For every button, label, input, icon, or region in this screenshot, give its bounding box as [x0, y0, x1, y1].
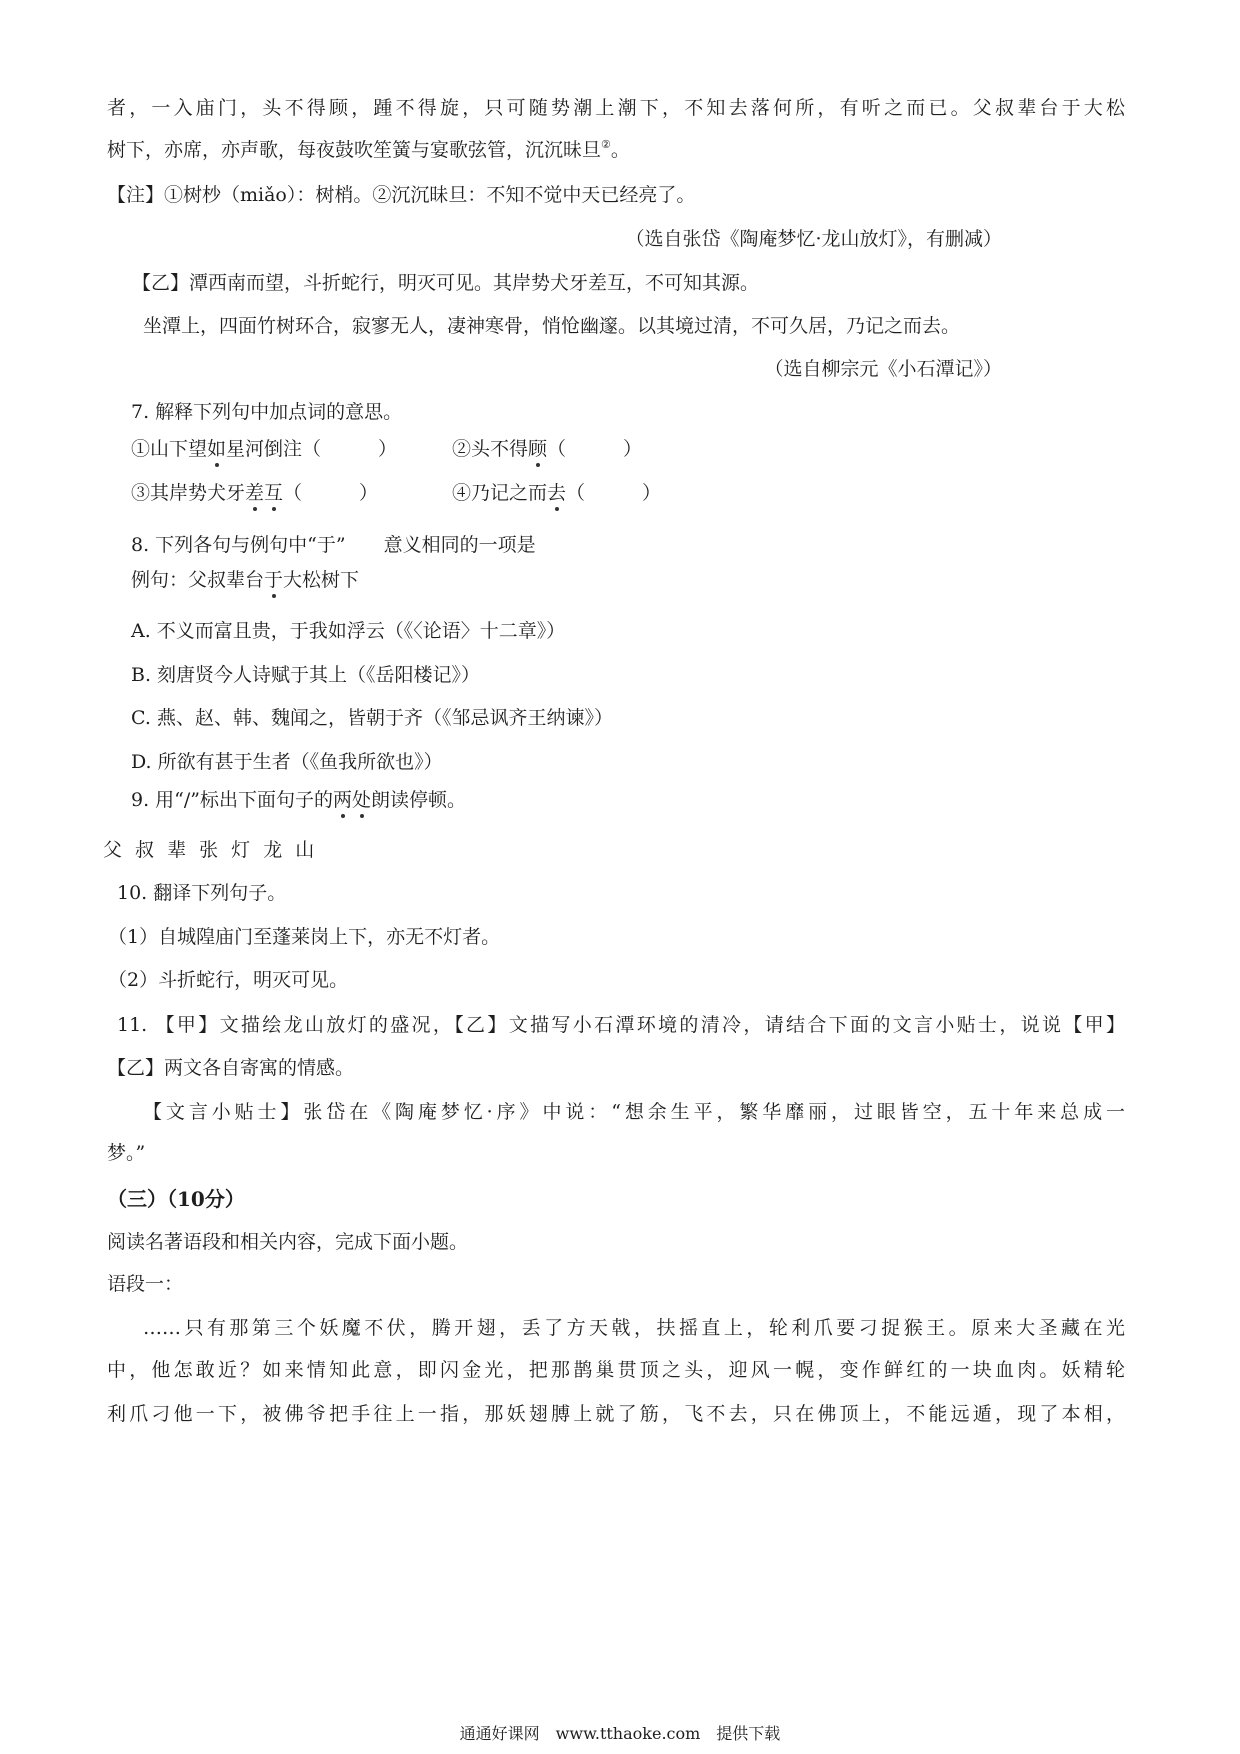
q8-stem: 8. 下列各句与例句中“于” 意义相同的一项是: [131, 534, 536, 556]
passage-jia-line-2-text: 树下，亦席，亦声歌，每夜鼓吹笙簧与宴歌弦管，沉沉昧旦: [107, 139, 602, 161]
passage-jia-line-2: [107, 137, 630, 163]
q7-item-3-after: （ ）: [283, 482, 379, 504]
passage-jia-line-2-end: 。: [610, 139, 630, 161]
q7-item-1-after: 星河倒注（ ）: [226, 438, 398, 460]
q11-stem-line-2: 【乙】两文各自寄寓的情感。: [107, 1057, 355, 1079]
q10-item-1: （1）自城隍庙门至蓬莱岗上下，亦无不灯者。: [108, 926, 501, 948]
q11-stem-line-1: 11. 【甲】文描绘龙山放灯的盛况，【乙】文描写小石潭环境的清冷，请结合下面的文言小贴士，说说【甲】: [117, 1014, 1125, 1036]
passage-yi-line-2: 坐潭上，四面竹树环合，寂寥无人，凄神寒骨，悄怆幽邃。以其境过清，不可久居，乃记之而去。: [143, 315, 961, 337]
footnote-marker: ②: [601, 138, 611, 151]
passage-jia-source: （选自张岱《陶庵梦忆·龙山放灯》，有删减）: [625, 228, 1002, 250]
emphasis-char: 顾: [528, 438, 548, 460]
q9-stem: [131, 787, 466, 813]
page-footer: 通通好课网 www.tthaoke.com 提供下载: [459, 1724, 781, 1743]
excerpt-line-2: 中，他怎敢近？如来情知此意，即闪金光，把那鹊巢贯顶之头，迎风一幌，变作鲜红的一块血肉。妖精轮: [107, 1359, 1125, 1381]
q8-option-d: D. 所欲有甚于生者（《鱼我所欲也》）: [131, 751, 443, 773]
q7-item-2: [452, 436, 642, 462]
passage-yi-line-1: 【乙】潭西南而望，斗折蛇行，明灭可见。其岸势犬牙差互，不可知其源。: [132, 272, 760, 294]
q7-stem: 7. 解释下列句中加点词的意思。: [131, 401, 403, 423]
q9-stem-before: 9. 用“/”标出下面句子的: [131, 789, 333, 811]
q10-item-2: （2）斗折蛇行，明灭可见。: [108, 969, 349, 991]
q7-item-3-before: ③其岸势犬牙: [131, 482, 246, 504]
emphasis-char: 去: [547, 482, 567, 504]
emphasis-char: 两: [333, 789, 353, 811]
q7-item-4-after: （ ）: [566, 482, 662, 504]
q7-item-1: [131, 436, 397, 462]
q7-item-4: [452, 480, 661, 506]
q8-example-before: 例句：父叔辈台: [131, 569, 265, 591]
q8-option-b: B. 刻唐贤今人诗赋于其上（《岳阳楼记》）: [131, 664, 481, 686]
q9-sentence: 父 叔 辈 张 灯 龙 山: [103, 839, 315, 861]
passage-jia-note: 【注】①树杪（miǎo）：树梢。②沉沉昧旦：不知不觉中天已经亮了。: [107, 184, 696, 206]
q10-stem: 10. 翻译下列句子。: [117, 882, 287, 904]
section-3-heading: （三）（10分）: [107, 1187, 245, 1211]
q9-stem-after: 朗读停顿。: [371, 789, 467, 811]
q8-example: [131, 567, 359, 593]
emphasis-char: 互: [264, 482, 284, 504]
q7-item-2-after: （ ）: [547, 438, 643, 460]
emphasis-char: 于: [264, 569, 284, 591]
emphasis-char: 如: [207, 438, 227, 460]
emphasis-char: 差: [245, 482, 265, 504]
excerpt-line-1: ……只有那第三个妖魔不伏，腾开翅，丢了方天戟，扶摇直上，轮利爪要刁捉猴王。原来大圣藏在光: [143, 1317, 1125, 1339]
q11-tip-line-2: 梦。”: [107, 1142, 146, 1164]
q8-option-a: A. 不义而富且贵，于我如浮云（《〈论语〉十二章》）: [131, 620, 566, 642]
q8-option-c: C. 燕、赵、韩、魏闻之，皆朝于齐（《邹忌讽齐王纳谏》）: [131, 707, 613, 729]
q7-item-3: [131, 480, 378, 506]
q7-item-1-before: ①山下望: [131, 438, 208, 460]
q11-tip-line-1: 【文言小贴士】张岱在《陶庵梦忆·序》中说：“想余生平，繁华靡丽，过眼皆空，五十年来总成一: [143, 1101, 1125, 1123]
emphasis-char: 处: [352, 789, 372, 811]
excerpt-line-3: 利爪刁他一下，被佛爷把手往上一指，那妖翅膊上就了筋，飞不去，只在佛顶上，不能远遁，现了本相，: [107, 1403, 1125, 1425]
q7-item-4-before: ④乃记之而: [452, 482, 548, 504]
q8-example-after: 大松树下: [283, 569, 360, 591]
passage-yi-source: （选自柳宗元《小石潭记》）: [764, 358, 1002, 380]
excerpt-label: 语段一：: [107, 1273, 184, 1295]
q7-item-2-before: ②头不得: [452, 438, 529, 460]
passage-jia-line-1: 者，一入庙门，头不得顾，踵不得旋，只可随势潮上潮下，不知去落何所，有听之而已。父叔辈台于大松: [107, 97, 1125, 119]
section-3-instruction: 阅读名著语段和相关内容，完成下面小题。: [107, 1231, 469, 1253]
